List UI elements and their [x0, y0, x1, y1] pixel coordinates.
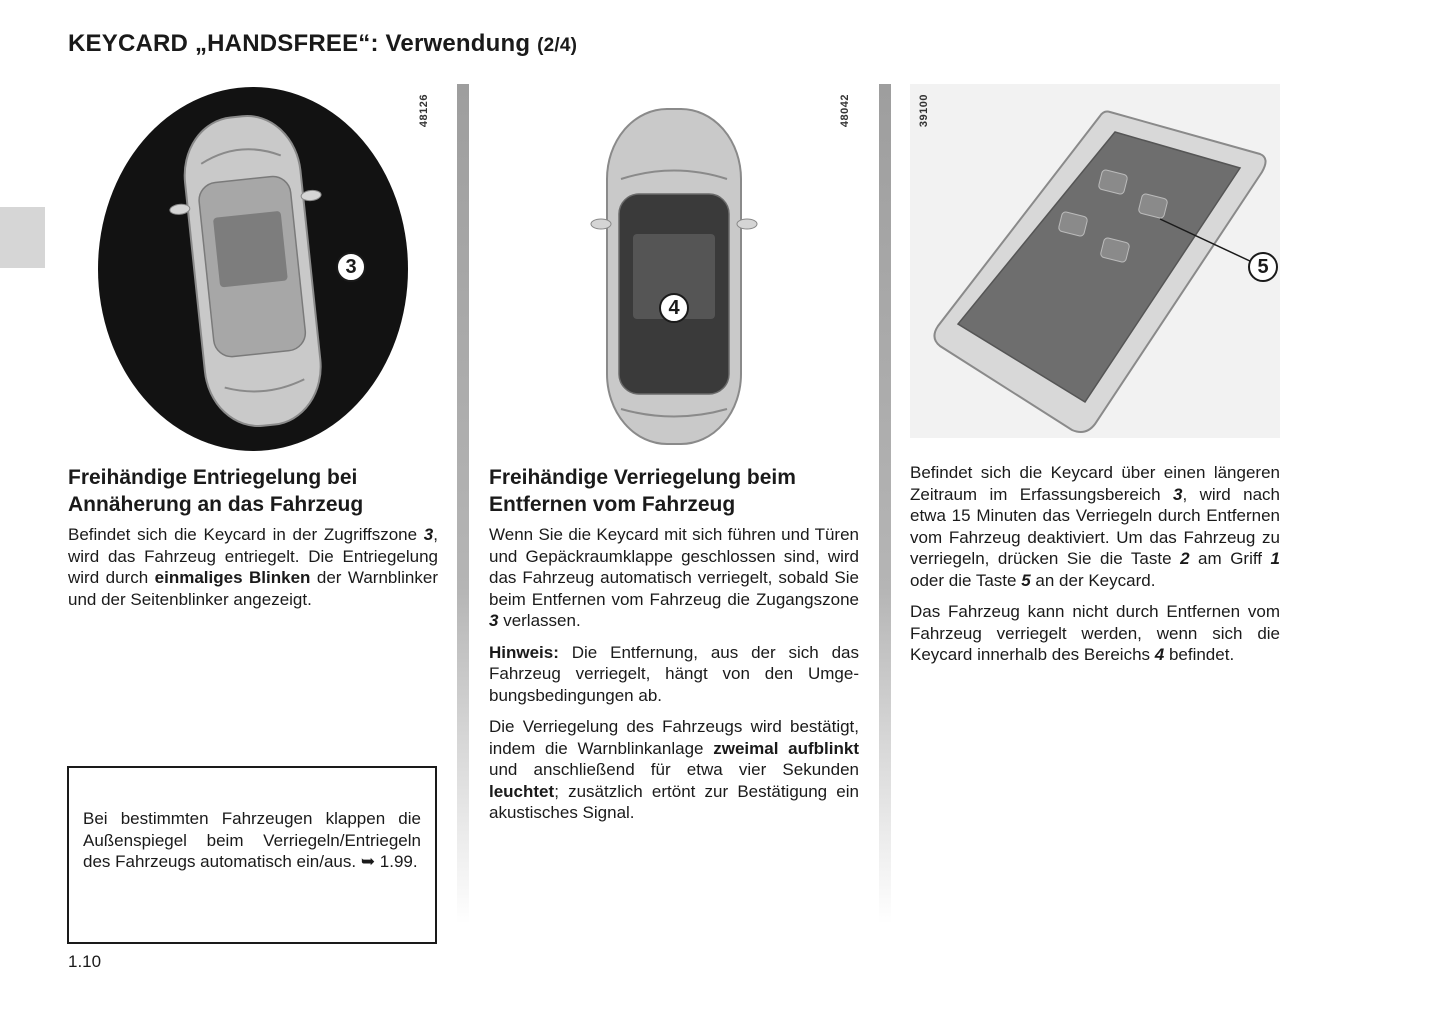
paragraph: Befindet sich die Keycard über einen längeren Zeitraum im Erfassungsbereich 3, wird nach etwa 15 Minuten das Verriegeln durch Entfernen vom Fahrzeug deaktiviert. Um das Fahrzeug zu verriegeln, drücken Sie die Taste 2 am Griff 1 oder die Taste 5 an der Keycard.: [910, 463, 1280, 590]
car-top-view-zone-illustration: [68, 84, 438, 454]
page-title: KEYCARD „HANDSFREE“: Verwendung (2/4): [68, 30, 578, 57]
column-divider: [879, 84, 891, 924]
chapter-tab: [0, 207, 45, 268]
section-heading: Freihändige Verriegelung beim Entfernen vom Fahrzeug: [489, 466, 796, 516]
figure-number: 48126: [418, 94, 430, 128]
column-divider: [457, 84, 469, 924]
note-text: Bei bestimmten Fahrzeugen klappen die Außenspiegel beim Verriegeln/Entriegeln des Fahrzeugs automatisch ein/aus. ➥ 1.99.: [83, 809, 421, 871]
paragraph: Befindet sich die Keycard in der Zugriffszone 3, wird das Fahrzeug entriegelt. Die Entriegelung wird durch einmaliges Blinken der Warnblinker und der Seitenblinker angezeigt.: [68, 525, 438, 609]
callout-4: 4: [659, 293, 689, 323]
column-1: [68, 84, 438, 620]
section-heading: Freihändige Entriegelung bei Annäherung an das Fahrzeug: [68, 466, 364, 516]
paragraph: Wenn Sie die Keycard mit sich führen und Türen und Gepäckraumklappe geschlossen sind, wird das Fahrzeug automatisch verriegelt, sobald Sie beim Entfernen vom Fahrzeug die Zugangszone 3 verlassen.: [489, 525, 859, 630]
page-number: 1.10: [68, 952, 102, 971]
paragraph: Die Verriegelung des Fahrzeugs wird bestätigt, indem die Warnblinkanlage zweimal aufblinkt und anschließend für etwa vier Sekunden leuchtet; zusätzlich ertönt zur Bestätigung ein akustisches Signal.: [489, 717, 860, 822]
figure-number: 48042: [839, 94, 851, 128]
paragraph: Hinweis: Die Entfernung, aus der sich das Fahrzeug verriegelt, hängt von den Umgebungsbedingungen ab.: [489, 642, 859, 705]
figure-leaving-lock: [489, 84, 859, 454]
page-title-part: (2/4): [537, 35, 578, 56]
figure-number: 39100: [918, 94, 930, 128]
callout-5: 5: [1248, 252, 1278, 282]
note-box: [67, 766, 437, 944]
car-top-view-illustration: [489, 84, 859, 454]
figure-keycard: [910, 84, 1280, 438]
keycard-illustration: [910, 84, 1280, 438]
callout-3: 3: [336, 252, 366, 282]
column-3: [910, 84, 1280, 676]
column-2: [489, 84, 859, 834]
figure-approach-unlock: [68, 84, 438, 454]
paragraph: Das Fahrzeug kann nicht durch Entfernen vom Fahrzeug verriegelt werden, wenn sich die Keycard innerhalb des Bereichs 4 befindet.: [910, 602, 1280, 664]
